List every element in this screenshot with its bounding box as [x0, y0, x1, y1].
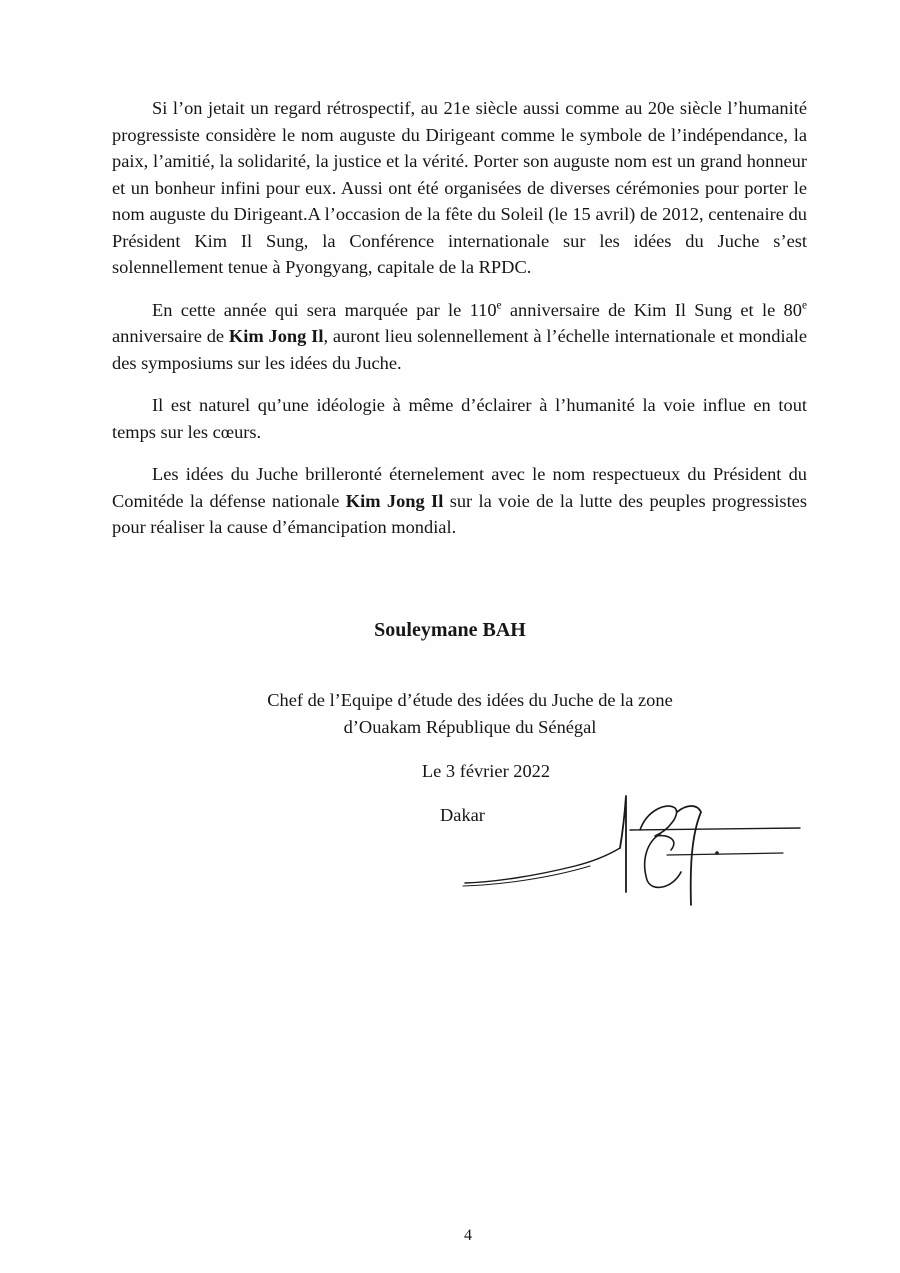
signatory-title: [200, 687, 740, 741]
page-number: 4: [464, 1227, 472, 1244]
paragraph-4: [112, 461, 807, 541]
paragraph-1: Si l’on jetait un regard rétrospectif, au 21e siècle aussi comme au 20e siècle l’humanité progressiste considère le nom auguste du Dirigeant comme le symbole de l’indépendance, la paix, l’amitié, la solidarité, la justice et la vérité. Porter son auguste nom est un grand honneur et un bonheur infini pour eux. Aussi ont été organisées de diverses cérémonies pour porter le nom auguste du Dirigeant.A l’occasion de la fête du Soleil (le 15 avril) de 2012, centenaire du Président Kim Il Sung, la Conférence internationale sur les idées du Juche s’est solennellement tenue à Pyongyang, capitale de la RPDC.: [112, 98, 807, 277]
place-line: Dakar: [440, 805, 485, 825]
paragraph-2-text-b: anniversaire de Kim Il Sung et le 80: [501, 299, 802, 320]
signatory-name: Souleymane BAH: [374, 619, 526, 641]
letter-body: [112, 95, 807, 541]
paragraph-2-text-c: anniversaire de: [112, 326, 229, 346]
paragraph-3: Il est naturel qu’une idéologie à même d’éclairer à l’humanité la voie influe en tout temps sur les cœurs.: [112, 395, 807, 442]
bold-name: Kim Jong Il: [345, 490, 444, 511]
paragraph-4-text-b: sur la voie de la lutte des peuples progressistes pour réaliser la cause d’émancipation mondial.: [112, 490, 807, 537]
paragraph-4-text-a: Les idées du Juche brilleronté éternelement avec le nom respectueux du Président du Comitéde la défense nationale: [112, 464, 807, 511]
signatory-title-line: d’Ouakam République du Sénégal: [343, 717, 597, 737]
paragraph-2-text-d: , auront lieu solennellement à l’échelle internationale et mondiale des symposiums sur les idées du Juche.: [112, 326, 807, 373]
handwritten-signature-icon: [455, 790, 815, 910]
ordinal-suffix: e: [801, 299, 807, 312]
ordinal-suffix: e: [496, 299, 502, 312]
paragraph-2: [112, 297, 807, 377]
signatory-title-line: Chef de l’Equipe d’étude des idées du Juche de la zone: [267, 690, 673, 710]
bold-name: Kim Jong Il: [228, 326, 324, 346]
paragraph-2-text-a: En cette année qui sera marquée par le 110: [152, 299, 497, 320]
date-line: Le 3 février 2022: [421, 761, 551, 781]
